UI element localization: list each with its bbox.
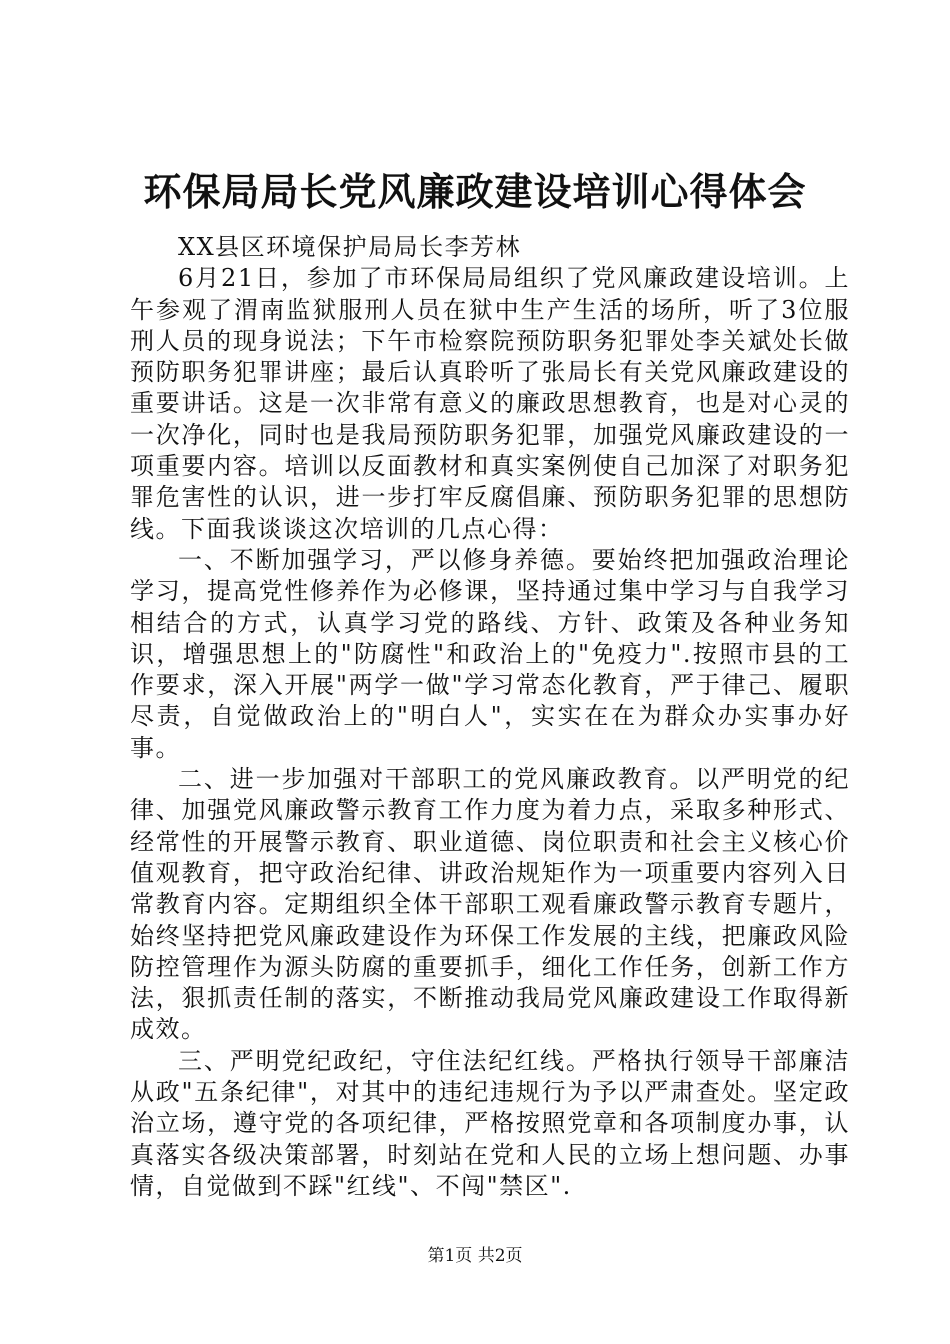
page-number-footer: 第1页 共2页 [427,1246,523,1266]
paragraph-intro: 6月21日，参加了市环保局局组织了党风廉政建设培训。上午参观了渭南监狱服刑人员在狱中生产生活的场所，听了3位服刑人员的现身说法；下午市检察院预防职务犯罪处李关斌处长做预防职务犯罪讲座；最后认真聆听了张局长有关党风廉政建设的重要讲话。这是一次非常有意义的廉政思想教育，也是对心灵的一次净化，同时也是我局预防职务犯罪，加强党风廉政建设的一项重要内容。培训以反面教材和真实案例使自己加深了对职务犯罪危害性的认识，进一步打牢反腐倡廉、预防职务犯罪的思想防线。下面我谈谈这次培训的几点心得： [130,264,850,543]
paragraph-point-two: 二、进一步加强对干部职工的党风廉政教育。以严明党的纪律、加强党风廉政警示教育工作力度为着力点，采取多种形式、经常性的开展警示教育、职业道德、岗位职责和社会主义核心价值观教育，把守政治纪律、讲政治规矩作为一项重要内容列入日常教育内容。定期组织全体干部职工观看廉政警示教育专题片，始终坚持把党风廉政建设作为环保工作发展的主线，把廉政风险防控管理作为源头防腐的重要抓手，细化工作任务，创新工作方法，狠抓责任制的落实，不断推动我局党风廉政建设工作取得新成效。 [130,765,850,1044]
document-title: 环保局局长党风廉政建设培训心得体会 [143,169,807,214]
paragraph-point-three: 三、严明党纪政纪，守住法纪红线。严格执行领导干部廉洁从政"五条纪律"，对其中的违纪违规行为予以严肃查处。坚定政治立场，遵守党的各项纪律，严格按照党章和各项制度办事，认真落实各级决策部署，时刻站在党和人民的立场上想问题、办事情，自觉做到不踩"红线"、不闯"禁区". [130,1046,850,1200]
paragraph-point-one: 一、不断加强学习，严以修身养德。要始终把加强政治理论学习，提高党性修养作为必修课，坚持通过集中学习与自我学习相结合的方式，认真学习党的路线、方针、政策及各种业务知识，增强思想上的"防腐性"和政治上的"免疫力".按照市县的工作要求，深入开展"两学一做"学习常态化教育，严于律己、履职尽责，自觉做政治上的"明白人"，实实在在为群众办实事办好事。 [130,545,850,762]
document-body [130,232,850,1202]
author-line: XX县区环境保护局局长李芳林 [178,233,522,261]
